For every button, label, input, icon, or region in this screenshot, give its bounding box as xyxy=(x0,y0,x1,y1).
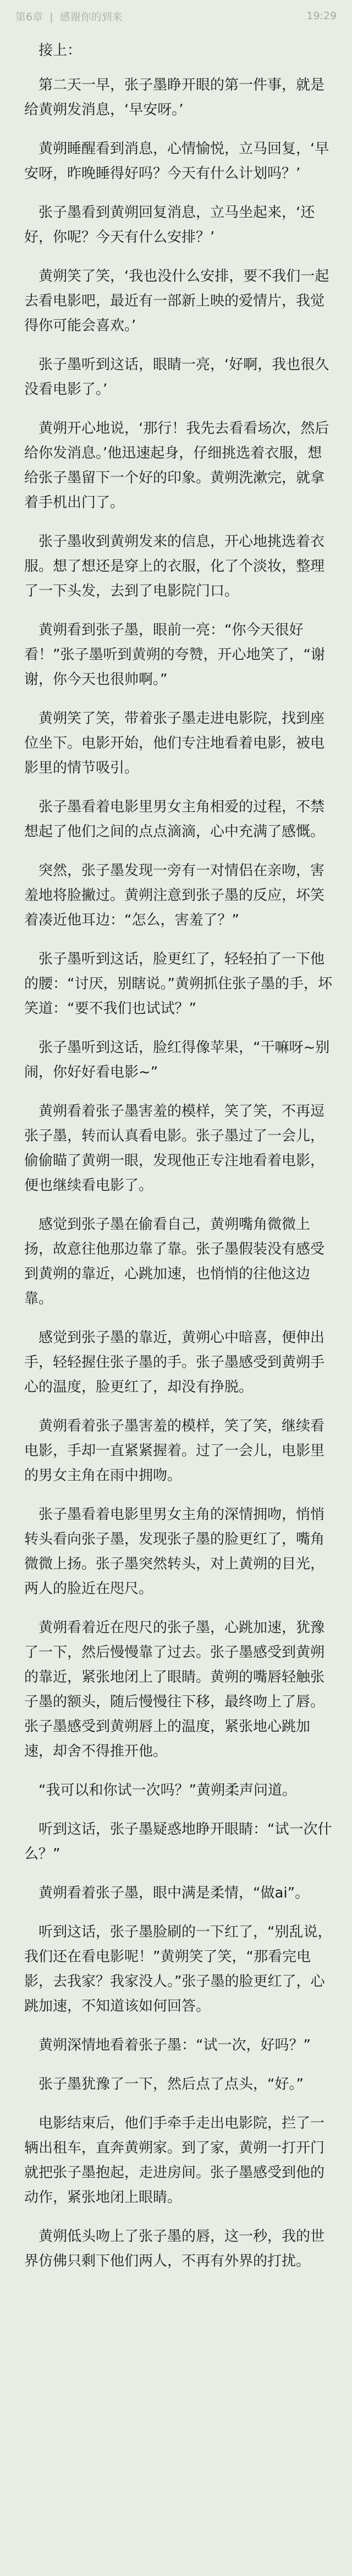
paragraph: 黄朔看着张子墨，眼中满是柔情，“做ai”。 xyxy=(38,1885,310,1901)
chapter-info xyxy=(15,9,126,24)
paragraph: 张子墨看着电影里男女主角相爱的过程，不禁想起了他们之间的点点滴滴，心中充满了感慨。 xyxy=(24,799,325,840)
paragraph: 张子墨听到这话，眼睛一亮，‘好啊，我也很久没看电影了。’ xyxy=(24,357,329,398)
paragraph: 黄朔深情地看着张子墨：“试一次，好吗？” xyxy=(38,2037,311,2054)
paragraph: 张子墨看着电影里男女主角的深情拥吻，悄悄转头看向张子墨，发现张子墨的脸更红了，嘴角微微上扬。张子墨突然转头，对上黄朔的目光，两人的脸近在咫尺。 xyxy=(24,1506,325,1597)
paragraph: 第二天一早，张子墨睁开眼的第一件事，就是给黄朔发消息，‘早安呀。’ xyxy=(24,77,325,118)
paragraph: 张子墨听到这话，脸红得像苹果，“干嘛呀~别闹，你好好看电影~” xyxy=(24,1039,330,1081)
header-separator: | xyxy=(50,10,53,23)
chapter-label: 第6章 xyxy=(15,10,43,23)
paragraph: 感觉到张子墨在偷看自己，黄朔嘴角微微上扬，故意往他那边靠了靠。张子墨假装没有感受到黄朔的靠近，心跳加速，也悄悄的往他这边靠。 xyxy=(24,1216,325,1307)
paragraph: 黄朔看到张子墨，眼前一亮：“你今天很好看！”张子墨听到黄朔的夸赞，开心地笑了，“谢谢，你今天也很帅啊。” xyxy=(24,622,325,688)
paragraph: 听到这话，张子墨疑惑地睁开眼睛：“试一次什么？” xyxy=(24,1821,332,1862)
article-body xyxy=(0,32,352,2274)
paragraph: 黄朔低头吻上了张子墨的唇，这一秒，我的世界仿佛只剩下他们两人，不再有外界的打扰。 xyxy=(24,2228,325,2269)
paragraph: 黄朔看着张子墨害羞的模样，笑了笑，继续看电影，手却一直紧紧握着。过了一会儿，电影里的男女主角在雨中拥吻。 xyxy=(24,1418,325,1484)
paragraph: 张子墨收到黄朔发来的信息，开心地挑选着衣服。想了想还是穿上的衣服，化了个淡妆，整理了一下头发，去到了电影院门口。 xyxy=(24,533,325,599)
paragraph: 黄朔笑了笑，‘我也没什么安排，要不我们一起去看电影吧，最近有一部新上映的爱情片，我觉得你可能会喜欢。’ xyxy=(24,268,329,334)
paragraph: 张子墨听到这话，脸更红了，轻轻拍了一下他的腰：“讨厌，别瞎说。”黄朔抓住张子墨的手，坏笑道：“要不我们也试试？” xyxy=(24,951,332,1017)
paragraph: 黄朔笑了笑，带着张子墨走进电影院，找到座位坐下。电影开始，他们专注地看着电影，被电影里的情节吸引。 xyxy=(24,710,325,776)
chapter-subtitle: 感谢你的到来 xyxy=(59,10,123,23)
paragraph: “我可以和你试一次吗？”黄朔柔声问道。 xyxy=(38,1782,296,1799)
paragraph: 黄朔看着张子墨害羞的模样，笑了笑，不再逗张子墨，转而认真看电影。张子墨过了一会儿，偷偷瞄了黄朔一眼，发现他正专注地看着电影，便也继续看电影了。 xyxy=(24,1103,325,1194)
paragraph: 突然，张子墨发现一旁有一对情侣在亲吻，害羞地将脸撇过。黄朔注意到张子墨的反应，坏笑着凑近他耳边：“怎么，害羞了？” xyxy=(24,863,325,928)
paragraph: 张子墨犹豫了一下，然后点了点头，“好。” xyxy=(38,2076,304,2093)
paragraph: 张子墨看到黄朔回复消息，立马坐起来，‘还好，你呢？今天有什么安排？’ xyxy=(24,204,315,246)
paragraph: 接上： xyxy=(38,42,82,59)
paragraph: 黄朔看着近在咫尺的张子墨，心跳加速，犹豫了一下，然后慢慢靠了过去。张子墨感受到黄朔的靠近，紧张地闭上了眼睛。黄朔的嘴唇轻触张子墨的额头，随后慢慢往下移，最终吻上了唇。张子墨感受到黄朔唇上的温度，紧张地心跳加速，却舍不得推开他。 xyxy=(24,1620,325,1760)
reader-header xyxy=(0,0,352,32)
paragraph: 电影结束后，他们手牵手走出电影院，拦了一辆出租车，直奔黄朔家。到了家，黄朔一打开门就把张子墨抱起，走进房间。张子墨感受到他的动作，紧张地闭上眼睛。 xyxy=(24,2115,325,2206)
paragraph: 感觉到张子墨的靠近，黄朔心中暗喜，便伸出手，轻轻握住张子墨的手。张子墨感受到黄朔手心的温度，脸更红了，却没有挣脱。 xyxy=(24,1329,325,1395)
paragraph: 听到这话，张子墨脸刷的一下红了，“别乱说，我们还在看电影呢！”黄朔笑了笑，“那看完电影，去我家？我家没人。”张子墨的脸更红了，心跳加速，不知道该如何回答。 xyxy=(24,1924,332,2015)
paragraph: 黄朔开心地说，‘那行！我先去看看场次，然后给你发消息。’他迅速起身，仔细挑选着衣服，想给张子墨留下一个好的印象。黄朔洗漱完，就拿着手机出门了。 xyxy=(24,420,329,511)
clock-time: 19:29 xyxy=(306,10,337,22)
paragraph: 黄朔睡醒看到消息，心情愉悦，立马回复，‘早安呀，昨晚睡得好吗？今天有什么计划吗？’ xyxy=(24,141,329,182)
